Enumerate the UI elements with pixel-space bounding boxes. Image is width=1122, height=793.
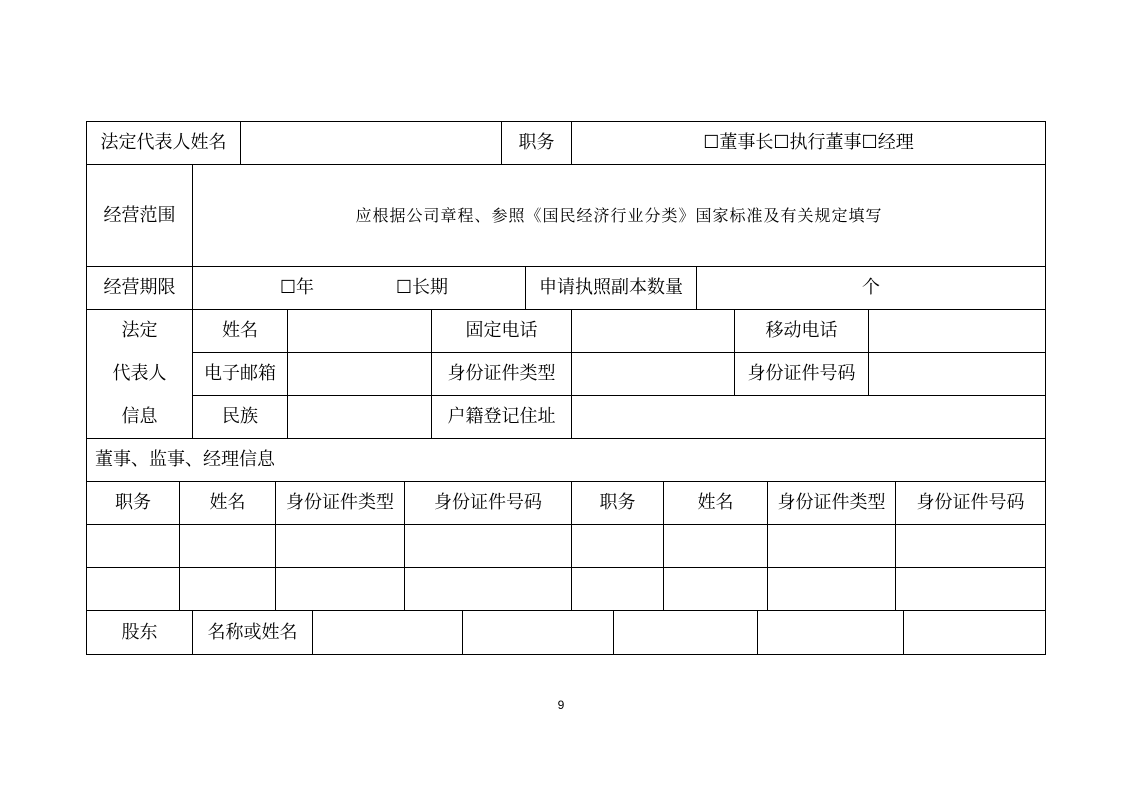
landline-field[interactable] bbox=[572, 310, 734, 352]
position-options[interactable]: ☐董事长☐执行董事☐经理 bbox=[703, 132, 914, 153]
term-years-checkbox[interactable]: ☐年 bbox=[279, 277, 315, 298]
officer-header-position: 职务 bbox=[115, 492, 151, 513]
shareholder-label: 股东 bbox=[121, 621, 158, 643]
email-label: 电子邮箱 bbox=[204, 363, 276, 384]
household-address-field[interactable] bbox=[572, 396, 1045, 438]
business-scope-field[interactable]: 应根据公司章程、参照《国民经济行业分类》国家标准及有关规定填写 bbox=[355, 205, 883, 225]
shareholder-field[interactable] bbox=[313, 611, 462, 654]
officer-row[interactable] bbox=[87, 525, 1045, 567]
id-number-field[interactable] bbox=[869, 353, 1045, 395]
shareholder-field[interactable] bbox=[463, 611, 613, 654]
shareholder-field[interactable] bbox=[758, 611, 903, 654]
landline-label: 固定电话 bbox=[465, 320, 538, 341]
group-label-line: 代表人 bbox=[112, 362, 167, 384]
license-copies-label: 申请执照副本数量 bbox=[539, 277, 683, 298]
page-number: 9 bbox=[557, 698, 565, 712]
group-label-line: 法定 bbox=[121, 320, 158, 342]
legal-rep-info-group-label bbox=[87, 310, 192, 438]
group-label-line: 信息 bbox=[121, 405, 158, 427]
ethnicity-label: 民族 bbox=[222, 406, 258, 427]
mobile-label: 移动电话 bbox=[765, 320, 838, 341]
officer-header-id-number: 身份证件号码 bbox=[916, 492, 1025, 513]
legal-rep-name-label: 法定代表人姓名 bbox=[100, 132, 227, 153]
mobile-field[interactable] bbox=[869, 310, 1045, 352]
shareholder-name-label: 名称或姓名 bbox=[207, 621, 298, 643]
legal-rep-name-field[interactable] bbox=[241, 122, 501, 164]
business-term-label: 经营期限 bbox=[103, 277, 176, 298]
officer-header-id-type: 身份证件类型 bbox=[777, 492, 886, 513]
email-field[interactable] bbox=[288, 353, 431, 395]
officer-header-id-type: 身份证件类型 bbox=[286, 492, 394, 513]
household-address-label: 户籍登记住址 bbox=[447, 406, 556, 427]
shareholder-field[interactable] bbox=[614, 611, 757, 654]
registration-table bbox=[86, 121, 1046, 655]
business-scope-label: 经营范围 bbox=[103, 204, 176, 226]
officer-header-name: 姓名 bbox=[697, 492, 734, 513]
officer-row[interactable] bbox=[87, 568, 1045, 610]
name-field[interactable] bbox=[288, 310, 431, 352]
officer-header-position: 职务 bbox=[599, 492, 636, 513]
id-number-label: 身份证件号码 bbox=[747, 363, 856, 384]
ethnicity-field[interactable] bbox=[288, 396, 431, 438]
position-label: 职务 bbox=[518, 132, 555, 153]
term-long-checkbox[interactable]: ☐长期 bbox=[395, 277, 449, 298]
id-type-field[interactable] bbox=[572, 353, 734, 395]
col-divider bbox=[192, 266, 193, 309]
id-type-label: 身份证件类型 bbox=[447, 363, 556, 384]
name-label: 姓名 bbox=[222, 320, 258, 341]
officer-header-name: 姓名 bbox=[209, 492, 246, 513]
officer-header-id-number: 身份证件号码 bbox=[434, 492, 542, 513]
shareholder-field[interactable] bbox=[904, 611, 1045, 654]
officers-section-title: 董事、监事、经理信息 bbox=[95, 449, 275, 470]
license-copies-field[interactable]: 个 bbox=[862, 277, 880, 298]
